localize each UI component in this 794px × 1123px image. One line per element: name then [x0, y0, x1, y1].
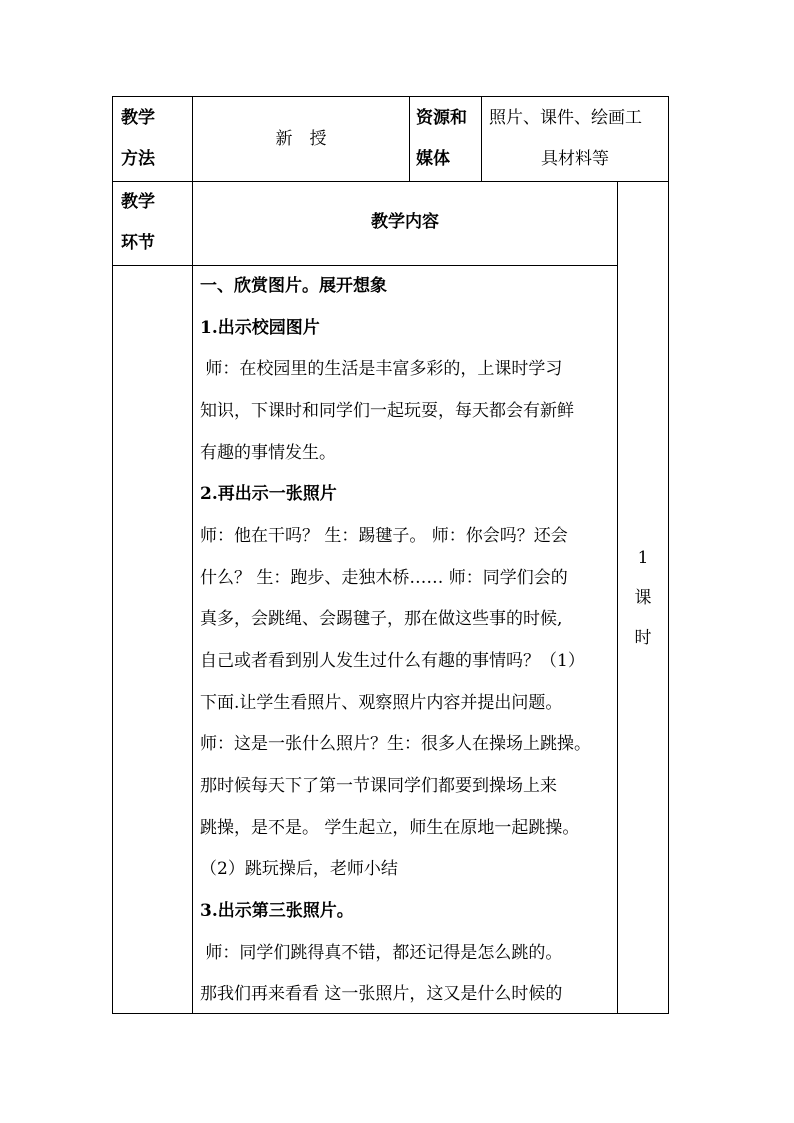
resource-label-line-1: 资源和	[416, 108, 467, 128]
resource-label-line-2: 媒体	[416, 149, 450, 169]
content-line: 知识，下课时和同学们一起玩耍，每天都会有新鲜	[200, 401, 574, 421]
table-border-top	[112, 96, 669, 97]
content-line: 师：同学们跳得真不错，都还记得是怎么跳的。	[200, 943, 563, 963]
class-hours-unit-2: 时	[634, 628, 652, 648]
content-line: （2）跳玩操后，老师小结	[200, 859, 398, 879]
class-hours-unit-1: 课	[634, 588, 652, 608]
col-divider-1	[192, 96, 193, 1014]
resource-value-line-1: 照片、课件、绘画工	[489, 108, 642, 128]
row-divider-2	[112, 265, 618, 266]
step-heading: 2.再出示一张照片	[200, 484, 337, 504]
col-divider-2	[409, 96, 410, 181]
content-line: 那我们再来看看 这一张照片，这又是什么时候的	[200, 984, 563, 1004]
method-value: 新 授	[275, 129, 327, 149]
section-heading: 一、欣赏图片。展开想象	[200, 276, 387, 296]
resource-value-line-2: 具材料等	[541, 149, 609, 169]
class-hours-number: 1	[637, 548, 649, 568]
row-divider-1	[112, 181, 669, 182]
table-border-right	[668, 96, 669, 1014]
content-line: 什么？ 生：跑步、走独木桥…… 师：同学们会的	[200, 568, 568, 588]
content-line: 师：这是一张什么照片？生：很多人在操场上跳操。	[200, 734, 591, 754]
content-line: 跳操，是不是。 学生起立，师生在原地一起跳操。	[200, 818, 580, 838]
stage-label-line-2: 环节	[121, 233, 155, 253]
table-border-bottom	[112, 1013, 669, 1014]
stage-label-line-1: 教学	[121, 192, 155, 212]
table-border-left	[112, 96, 113, 1014]
content-line: 下面.让学生看照片、观察照片内容并提出问题。	[200, 693, 563, 713]
step-heading: 1.出示校园图片	[200, 318, 320, 338]
content-heading: 教学内容	[371, 212, 439, 232]
step-heading: 3.出示第三张照片。	[200, 901, 354, 921]
content-line: 师：在校园里的生活是丰富多彩的，上课时学习	[200, 359, 563, 379]
content-line: 有趣的事情发生。	[200, 443, 336, 463]
method-label-line-1: 教学	[121, 108, 155, 128]
content-line: 那时候每天下了第一节课同学们都要到操场上来	[200, 776, 557, 796]
content-line: 自己或者看到别人发生过什么有趣的事情吗？（1）	[200, 651, 585, 671]
method-label-line-2: 方法	[121, 149, 155, 169]
content-line: 师：他在干吗？ 生：踢毽子。 师：你会吗？还会	[200, 526, 568, 546]
content-line: 真多，会跳绳、会踢毽子，那在做这些事的时候,	[200, 609, 563, 629]
